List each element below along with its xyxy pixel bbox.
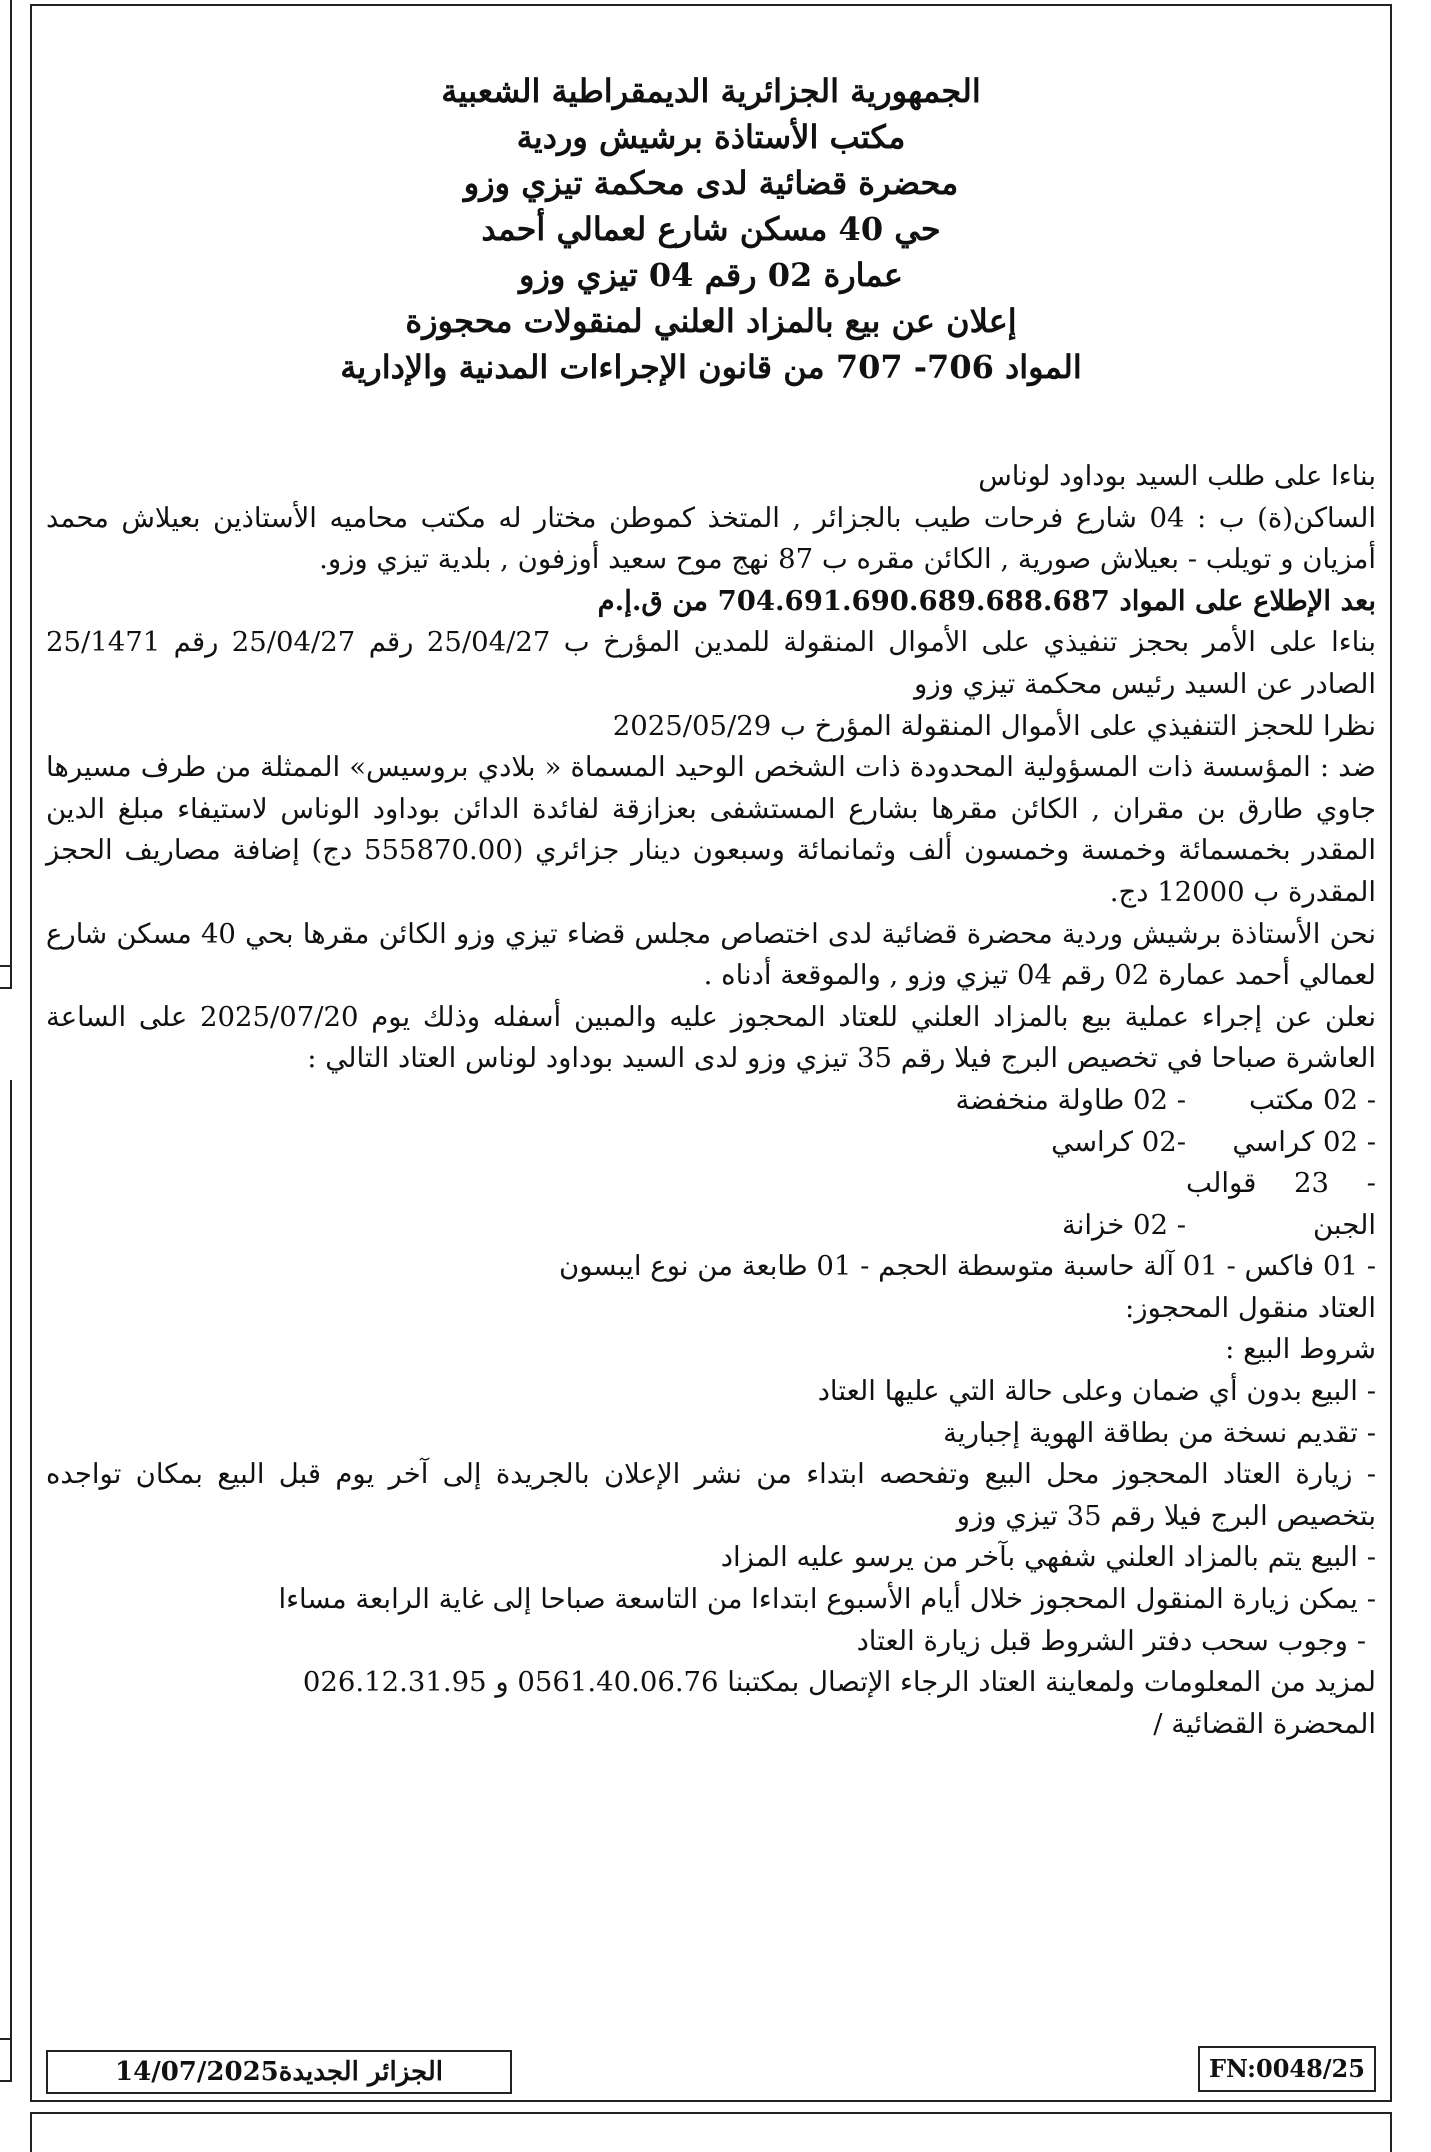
header-line-address: حي 40 مسكن شارع لعمالي أحمد	[481, 210, 941, 248]
paragraph-request: بناءا على طلب السيد بوداود لوناس	[978, 460, 1376, 492]
adjacent-column-border-top	[0, 0, 12, 985]
paragraph-against: ضد : المؤسسة ذات المسؤولية المحدودة ذات الشخص الوحيد المسماة « بلادي بروسيس» الممثلة من طرف مسيرها جاوي طارق بن مقران , الكائن مقرها بشارع المستشفى بعزازقة لفائدة الدائن بوداود الوناس لاستيفاء مبلغ الدين المقدر بخمسمائة وخمسة وخمسون ألف وثمانمائة وسبعون دينار جزائري (555870.00 دج) إضافة مصاريف الحجز المقدرة ب 12000 دج.	[46, 751, 1376, 908]
item-low-table: - 02 طاولة منخفضة	[955, 1083, 1186, 1116]
header-line-republic: الجمهورية الجزائرية الديمقراطية الشعبية	[441, 72, 981, 110]
item-chairs-b: -02 كراسي	[1051, 1125, 1186, 1158]
conditions-title: شروط البيع :	[1225, 1333, 1376, 1366]
legal-notice	[30, 4, 1392, 2102]
equipment-label: العتاد منقول المحجوز:	[1125, 1291, 1376, 1324]
notice-header	[32, 68, 1390, 390]
paragraph-bailiff: نحن الأستاذة برشيش وردية محضرة قضائية لدى اختصاص مجلس قضاء تيزي وزو الكائن مقرها بحي 40 مسكن شارع لعمالي أحمد عمارة 02 رقم 04 تيزي وزو , والموقعة أدناه .	[46, 917, 1377, 992]
paragraph-sale: نعلن عن إجراء عملية بيع بالمزاد العلني للعتاد المحجوز عليه والمبين أسفله وذلك يوم 2025/07/20 على الساعة العاشرة صباحا في تخصيص البرج فيلا رقم 35 تيزي وزو لدى السيد بوداود لوناس العتاد التالي :	[46, 1000, 1376, 1075]
signature: المحضرة القضائية /	[1153, 1707, 1376, 1740]
header-line-articles: المواد 706- 707 من قانون الإجراءات المدنية والإدارية	[340, 348, 1082, 386]
condition-5: - يمكن زيارة المنقول المحجوز خلال أيام الأسبوع ابتداءا من التاسعة صباحا إلى غاية الرابعة مساءا	[278, 1583, 1376, 1616]
newspaper-date-box: الجزائر الجديدة14/07/2025	[46, 2050, 512, 2094]
reference-box: FN:0048/25	[1198, 2046, 1376, 2092]
header-line-announcement: إعلان عن بيع بالمزاد العلني لمنقولات محجوزة	[405, 302, 1017, 340]
item-chairs-a: - 02 كراسي	[1232, 1125, 1376, 1158]
paragraph-order: بناءا على الأمر بحجز تنفيذي على الأموال المنقولة للمدين المؤرخ ب 25/04/27 رقم 25/04/27 رقم 25/1471 الصادر عن السيد رئيس محكمة تيزي وزو	[46, 626, 1376, 700]
adjacent-column-box	[0, 965, 12, 989]
header-line-building: عمارة 02 رقم 04 تيزي وزو	[519, 256, 903, 294]
condition-1: - البيع بدون أي ضمان وعلى حالة التي عليها العتاد	[817, 1375, 1376, 1408]
item-cheese-molds: - 23 قوالب الجبن	[1186, 1167, 1376, 1241]
notice-body	[46, 456, 1376, 1745]
item-row-1	[46, 1080, 1376, 1122]
item-row-3	[46, 1163, 1376, 1246]
paragraph-articles: بعد الإطلاع على المواد 704.691.690.689.688.687 من ق.إ.م	[597, 584, 1376, 617]
condition-2: - تقديم نسخة من بطاقة الهوية إجبارية	[943, 1416, 1376, 1449]
condition-3: - زيارة العتاد المحجوز محل البيع وتفحصه ابتداء من نشر الإعلان بالجريدة إلى آخر يوم قبل البيع بمكان تواجده بتخصيص البرج فيلا رقم 35 تيزي وزو	[46, 1458, 1376, 1532]
paragraph-residence: الساكن(ة) ب : 04 شارع فرحات طيب بالجزائر , المتخذ كموطن مختار له مكتب محاميه الأستاذين بعيلاش محمد أمزيان و تويلب - بعيلاش صورية , الكائن مقره ب 87 نهج موح سعيد أوزفون , بلدية تيزي وزو.	[46, 501, 1376, 576]
header-line-bailiff: محضرة قضائية لدى محكمة تيزي وزو	[463, 164, 959, 202]
next-notice-border	[30, 2112, 1392, 2152]
header-line-office: مكتب الأستاذة برشيش وردية	[516, 118, 906, 156]
item-row-2	[46, 1122, 1376, 1164]
paragraph-seizure: نظرا للحجز التنفيذي على الأموال المنقولة المؤرخ ب 2025/05/29	[612, 709, 1376, 742]
condition-4: - البيع يتم بالمزاد العلني شفهي بآخر من يرسو عليه المزاد	[720, 1541, 1376, 1574]
adjacent-column-border-bottom	[0, 1080, 12, 2080]
item-row-4	[46, 1246, 1376, 1288]
adjacent-column-box-bottom	[0, 2038, 12, 2082]
item-fax-calculator-printer: - 01 فاكس - 01 آلة حاسبة متوسطة الحجم - 01 طابعة من نوع ايبسون	[559, 1250, 1376, 1283]
condition-6: - وجوب سحب دفتر الشروط قبل زيارة العتاد	[856, 1624, 1366, 1657]
item-cabinet: - 02 خزانة	[1062, 1208, 1186, 1241]
item-desk: - 02 مكتب	[1248, 1083, 1376, 1116]
contact-info: لمزيد من المعلومات ولمعاينة العتاد الرجاء الإتصال بمكتبنا 0561.40.06.76 و 026.12.31.95	[302, 1666, 1376, 1699]
